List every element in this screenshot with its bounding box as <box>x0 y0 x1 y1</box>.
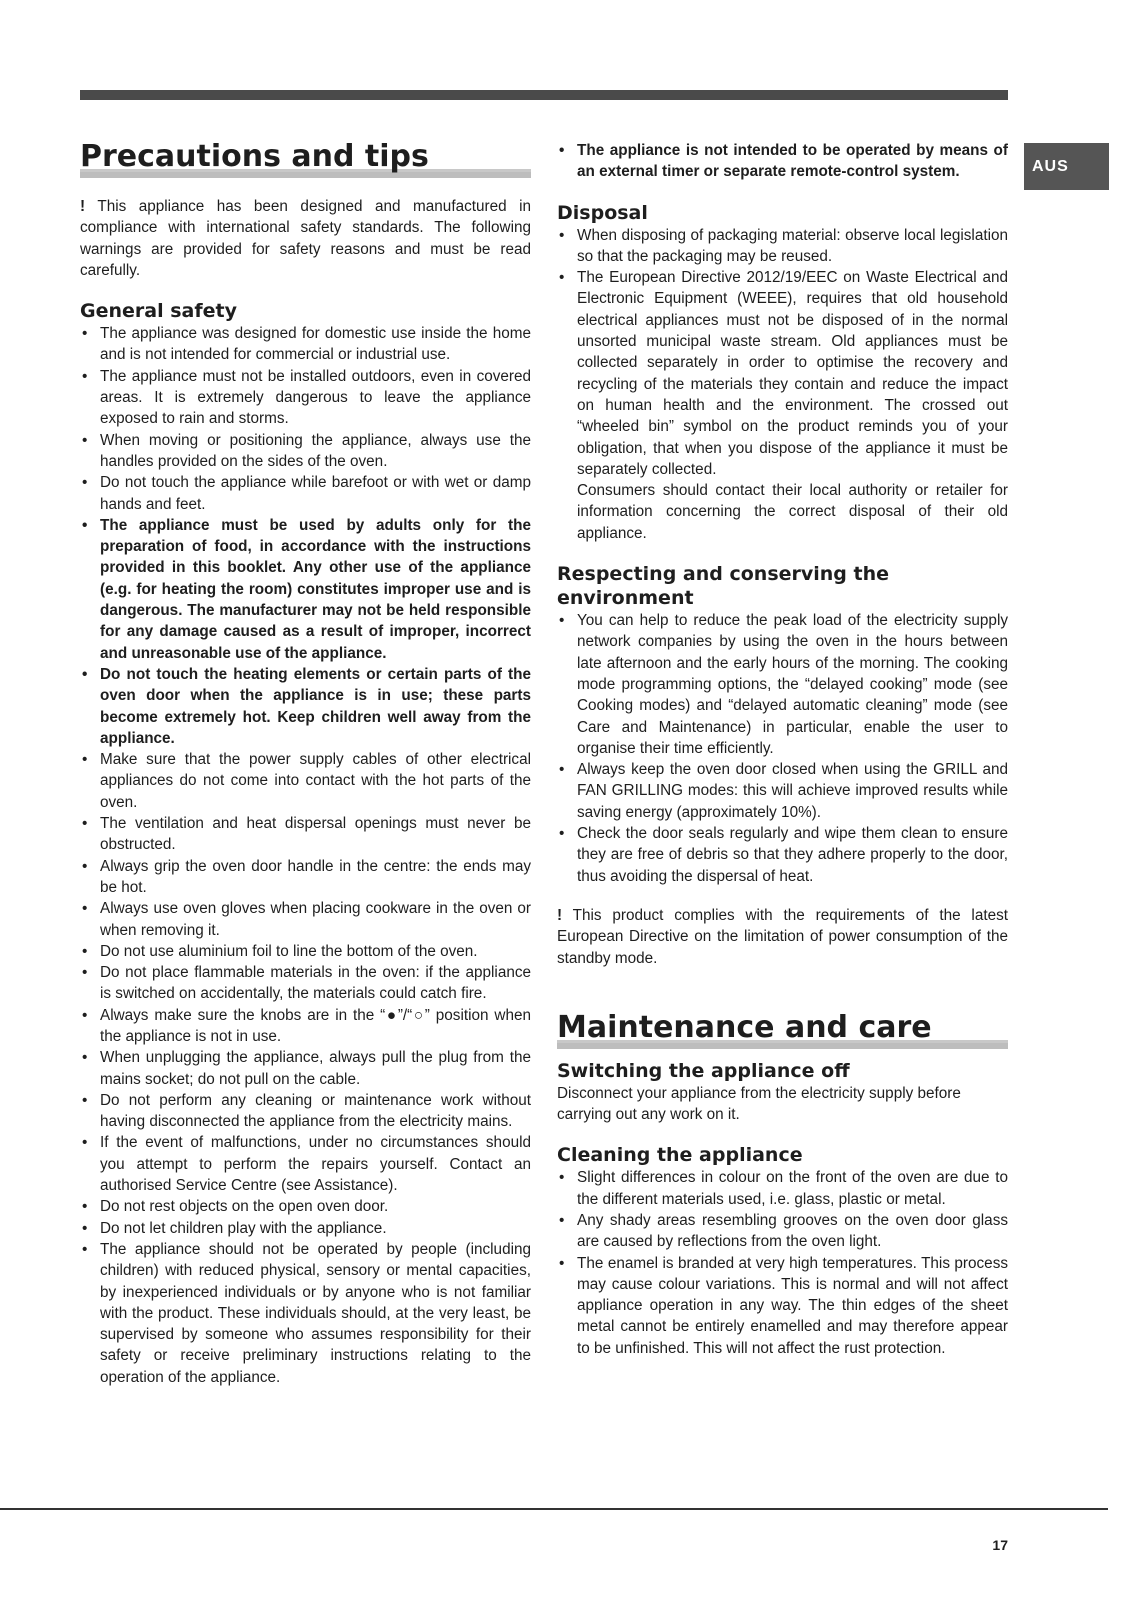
list-item: • Always make sure the knobs are in the “●”/“○” position when the appliance is not in use. <box>80 1005 531 1048</box>
bottom-rule <box>0 1508 1108 1510</box>
switch-off-heading: Switching the appliance off <box>557 1059 850 1082</box>
list-item: • If the event of malfunctions, under no circumstances should you attempt to perform the repairs yourself. Contact an authorised Service Centre (see Assistance). <box>80 1132 531 1196</box>
list-item: • Do not touch the appliance while barefoot or with wet or damp hands and feet. <box>80 472 531 515</box>
list-item: • The appliance must be used by adults only for the preparation of food, in accordance with the instructions provided in this booklet. Any other use of the appliance (e.g. for heating the room) constitutes improper use and is dangerous. The manufacturer may not be held responsible for any damage caused as a result of improper, incorrect and unreasonable use of the appliance. <box>80 515 531 664</box>
list-item: • The appliance must not be installed outdoors, even in covered areas. It is extremely dangerous to leave the appliance exposed to rain and storms. <box>80 366 531 430</box>
language-tab: AUS <box>1024 143 1109 190</box>
environment-list <box>557 610 1008 887</box>
warning-mark: ! <box>557 906 563 924</box>
cleaning-heading: Cleaning the appliance <box>557 1144 803 1167</box>
standby-text: This product complies with the requirements of the latest European Directive on the limitation of power consumption of the standby mode. <box>557 906 1008 967</box>
list-item: • The appliance should not be operated by people (including children) with reduced physical, sensory or mental capacities, by inexperienced individuals or by anyone who is not familiar with the product. These individuals should, at the very least, be supervised by someone who assumes responsibility for their safety or receive preliminary instructions relating to the operation of the appliance. <box>80 1239 531 1388</box>
list-item: • The enamel is branded at very high temperatures. This process may cause colour variations. This is normal and will not affect appliance operation in any way. The thin edges of the sheet metal cannot be entirely enamelled and may therefore appear to be unfinished. This will not affect the rust protection. <box>557 1253 1008 1359</box>
standby-note <box>557 905 1008 969</box>
right-column <box>557 140 1008 1359</box>
list-item: • Always grip the oven door handle in the centre: the ends may be hot. <box>80 856 531 899</box>
list-item: • Do not let children play with the appliance. <box>80 1218 531 1239</box>
list-item: • Always use oven gloves when placing cookware in the oven or when removing it. <box>80 898 531 941</box>
general-safety-list <box>80 323 531 1388</box>
list-item: • Check the door seals regularly and wipe them clean to ensure they are free of debris so that they adhere properly to the door, thus avoiding the dispersal of heat. <box>557 823 1008 887</box>
environment-heading: Respecting and conserving the environment <box>557 563 890 610</box>
left-column <box>80 138 531 1388</box>
switch-off-text: Disconnect your appliance from the electricity supply before carrying out any work on it. <box>557 1084 961 1124</box>
top-rule <box>80 90 1008 100</box>
list-item: • The European Directive 2012/19/EEC on Waste Electrical and Electronic Equipment (WEEE), requires that old household electrical appliances must not be disposed of in the normal unsorted municipal waste stream. Old appliances must be collected separately in order to optimise the recovery and recycling of the materials they contain and reduce the impact on human health and the environment. The crossed out “wheeled bin” symbol on the product reminds you of your obligation, that when you dispose of the appliance it must be separately collected. <box>557 267 1008 480</box>
cleaning-list <box>557 1167 1008 1359</box>
list-item: • When unplugging the appliance, always pull the plug from the mains socket; do not pull on the cable. <box>80 1047 531 1090</box>
list-item: • Make sure that the power supply cables of other electrical appliances do not come into contact with the hot parts of the oven. <box>80 749 531 813</box>
page-number: 17 <box>992 1537 1008 1553</box>
list-item: • The appliance was designed for domestic use inside the home and is not intended for commercial or industrial use. <box>80 323 531 366</box>
maintenance-title: Maintenance and care <box>557 1009 1008 1047</box>
disposal-list <box>557 225 1008 481</box>
list-item: • Do not rest objects on the open oven door. <box>80 1196 531 1217</box>
list-item: • Slight differences in colour on the front of the oven are due to the different materials used, i.e. glass, plastic or metal. <box>557 1167 1008 1210</box>
list-item: • Any shady areas resembling grooves on the oven door glass are caused by reflections from the oven light. <box>557 1210 1008 1253</box>
timer-warning: • The appliance is not intended to be operated by means of an external timer or separate remote-control system. <box>557 140 1008 183</box>
list-item: • Do not perform any cleaning or maintenance work without having disconnected the appliance from the electricity mains. <box>80 1090 531 1133</box>
list-item: • When moving or positioning the appliance, always use the handles provided on the sides of the oven. <box>80 430 531 473</box>
general-safety-heading: General safety <box>80 300 237 323</box>
list-item: • When disposing of packaging material: observe local legislation so that the packaging may be reused. <box>557 225 1008 268</box>
disposal-heading: Disposal <box>557 201 648 224</box>
list-item: • Do not touch the heating elements or certain parts of the oven door when the appliance is in use; these parts become extremely hot. Keep children well away from the appliance. <box>80 664 531 749</box>
list-item: • Do not place flammable materials in the oven: if the appliance is switched on accidentally, the materials could catch fire. <box>80 962 531 1005</box>
list-item: • You can help to reduce the peak load of the electricity supply network companies by using the oven in the hours between late afternoon and the early hours of the morning. The cooking mode programming options, the “delayed cooking” mode (see Cooking modes) and “delayed automatic cleaning” mode (see Care and Maintenance) in particular, enable the user to organise their time efficiently. <box>557 610 1008 759</box>
intro-paragraph <box>80 196 531 281</box>
timer-warning-list <box>557 140 1008 183</box>
list-item: • Do not use aluminium foil to line the bottom of the oven. <box>80 941 531 962</box>
disposal-extra: Consumers should contact their local authority or retailer for information concerning the correct disposal of their old appliance. <box>577 482 1008 542</box>
list-item: • Always keep the oven door closed when using the GRILL and FAN GRILLING modes: this will achieve improved results while saving energy (approximately 10%). <box>557 759 1008 823</box>
warning-mark: ! <box>80 198 86 215</box>
precautions-title: Precautions and tips <box>80 138 531 176</box>
list-item: • The ventilation and heat dispersal openings must never be obstructed. <box>80 813 531 856</box>
intro-text: This appliance has been designed and manufactured in compliance with international safety standards. The following warnings are provided for safety reasons and must be read carefully. <box>80 198 531 279</box>
